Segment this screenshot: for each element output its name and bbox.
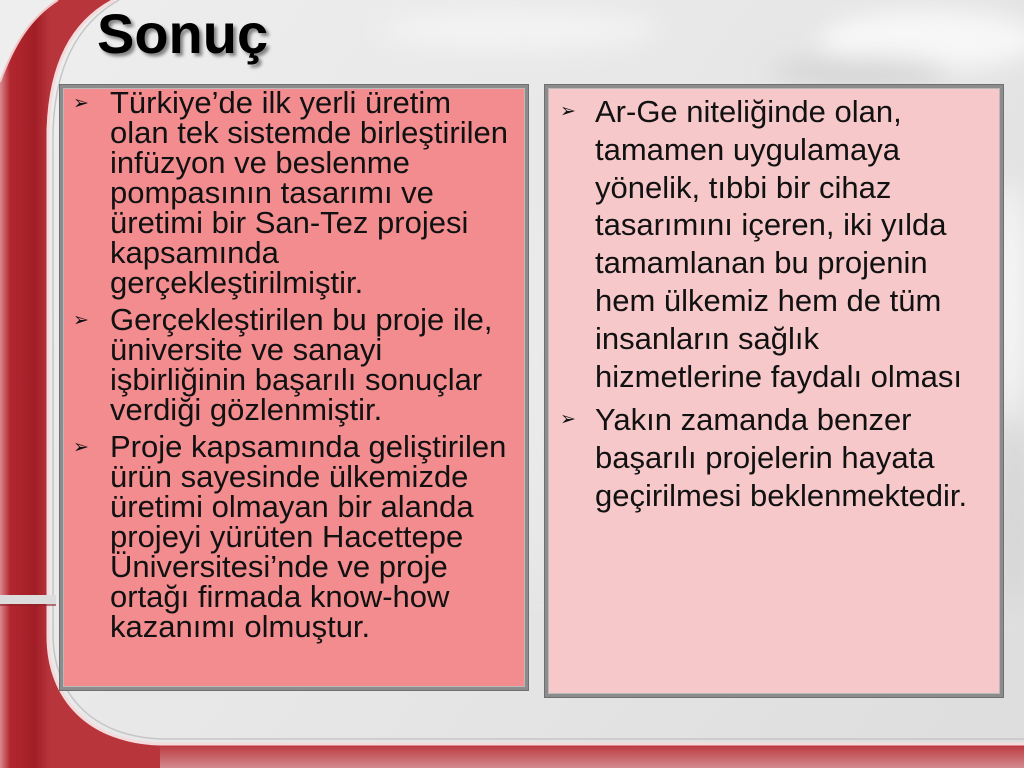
bullet-line: yönelik, tıbbi bir cihaz [595,169,892,205]
bullet-line: Yakın zamanda benzer [595,402,912,438]
bullet-line: Ar-Ge niteliğinde olan, [595,94,902,129]
arrowhead-bullet-icon: ➢ [560,100,576,122]
slide-title: Sonuç [97,2,269,65]
bullet-line: insanların sağlık [595,320,820,356]
bullet-item [73,429,519,644]
bullet-line: projeyi yürüten Hacettepe [110,519,464,554]
bullet-line: pompasının tasarımı ve [110,175,434,210]
arrowhead-bullet-icon: ➢ [73,309,89,331]
bullet-line: kapsamında [110,235,279,270]
bullet-line: tasarımını içeren, iki yılda [595,207,947,243]
bullet-line: başarılı projelerin hayata [595,440,935,476]
bullet-line: tamamen uygulamaya [595,131,900,167]
bullet-line: ürün sayesinde ülkemizde [110,459,469,494]
arrowhead-bullet-icon: ➢ [73,436,89,458]
bullet-line: üretimi bir San-Tez projesi [110,205,469,240]
arrowhead-bullet-icon: ➢ [560,408,576,431]
bullet-line: kazanımı olmuştur. [110,609,371,644]
bullet-line: Proje kapsamında geliştirilen [110,429,507,464]
left-text-panel [60,85,528,690]
bullet-line: olan tek sistemde birleştirilen [110,115,509,150]
bullet-line: işbirliğinin başarılı sonuçlar [110,362,483,397]
bullet-line: tamamlanan bu projenin [595,245,928,281]
bullet-line: üniversite ve sanayi [110,332,383,367]
bullet-item [73,85,519,300]
bullet-item [560,93,994,395]
bullet-line: Türkiye’de ilk yerli üretim [110,85,452,120]
bullet-line: infüzyon ve beslenme [110,145,410,180]
bullet-line: Gerçekleştirilen bu proje ile, [110,302,493,337]
bullet-line: Üniversitesi’nde ve proje [110,549,448,584]
bullet-line: verdiği gözlenmiştir. [110,392,383,427]
bullet-line: üretimi olmayan bir alanda [110,489,474,524]
bullet-line: geçirilmesi beklenmektedir. [595,477,968,513]
bullet-item [73,302,519,427]
right-text-panel [545,85,1003,697]
arrowhead-bullet-icon: ➢ [73,92,89,114]
bullet-line: gerçekleştirilmiştir. [110,265,364,300]
bullet-line: ortağı firmada know-how [110,579,450,614]
bullet-line: hizmetlerine faydalı olması [595,358,962,394]
bullet-line: hem ülkemiz hem de tüm [595,282,942,318]
bullet-item [560,401,994,514]
